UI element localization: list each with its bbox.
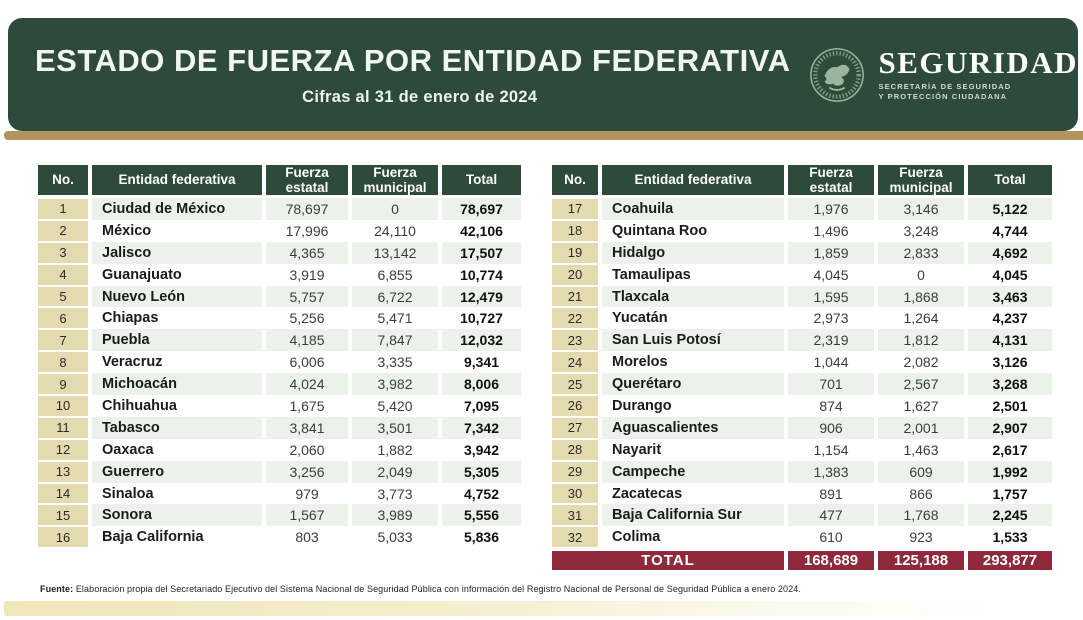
- row-entity-name: Querétaro: [602, 373, 784, 395]
- row-fuerza-municipal: 5,033: [377, 529, 413, 546]
- row-number: 24: [552, 351, 598, 373]
- row-number: 8: [38, 351, 88, 373]
- logo-subtitle: [878, 82, 1078, 102]
- row-total: 3,268: [968, 373, 1052, 395]
- row-total: 7,095: [463, 397, 500, 414]
- row-number: 25: [552, 373, 598, 395]
- row-entity-name: Nuevo León: [92, 286, 262, 308]
- row-entity-name: Quintana Roo: [612, 222, 708, 239]
- row-total: 12,479: [442, 286, 521, 308]
- row-entity-name: Zacatecas: [612, 485, 683, 502]
- row-number: 19: [552, 242, 598, 264]
- row-fuerza-estatal: 3,919: [289, 266, 325, 283]
- row-fuerza-estatal: 3,841: [266, 417, 348, 439]
- row-entity-name: Puebla: [92, 329, 262, 351]
- logo-subtitle-line2: Y PROTECCIÓN CIUDADANA: [878, 92, 1008, 101]
- row-number: 27: [552, 417, 598, 439]
- gold-divider-bar: [4, 131, 1083, 140]
- row-total: 9,341: [463, 354, 500, 371]
- row-fuerza-estatal: 477: [788, 504, 874, 526]
- row-fuerza-estatal: 78,697: [266, 198, 348, 220]
- row-fuerza-municipal: 2,049: [352, 461, 438, 483]
- total-fuerza-estatal: 168,689: [788, 548, 874, 570]
- total-fuerza-municipal: 125,188: [878, 548, 964, 570]
- row-fuerza-municipal: 7,847: [352, 329, 438, 351]
- row-fuerza-estatal: 1,383: [788, 461, 874, 483]
- row-fuerza-estatal: 5,256: [289, 310, 325, 327]
- logo-text-block: [878, 44, 1078, 102]
- row-entity-name: Sonora: [92, 504, 262, 526]
- row-fuerza-municipal: 3,982: [352, 373, 438, 395]
- column-header-fuerza-estatal: Fuerza estatal: [266, 165, 348, 195]
- row-fuerza-municipal: 3,146: [878, 198, 964, 220]
- source-note: [40, 584, 1040, 594]
- row-total: 4,744: [992, 222, 1028, 239]
- bottom-decorative-bar: [4, 601, 1083, 616]
- row-total: 1,757: [992, 485, 1028, 502]
- row-total: 4,131: [968, 329, 1052, 351]
- row-fuerza-municipal: 1,463: [903, 441, 939, 458]
- row-total: 5,122: [968, 198, 1052, 220]
- row-number: 21: [552, 286, 598, 308]
- row-fuerza-estatal: 3,256: [266, 461, 348, 483]
- row-fuerza-municipal: 6,855: [377, 266, 413, 283]
- row-fuerza-municipal: 24,110: [374, 222, 416, 239]
- row-number: 23: [552, 329, 598, 351]
- row-entity-name: Chihuahua: [102, 397, 177, 414]
- row-fuerza-estatal: 1,044: [813, 354, 849, 371]
- row-entity-name: Hidalgo: [602, 242, 784, 264]
- row-fuerza-estatal: 891: [819, 485, 843, 502]
- row-entity-name: Baja California Sur: [602, 504, 784, 526]
- row-entity-name: Tamaulipas: [612, 266, 691, 283]
- row-fuerza-estatal: 874: [819, 397, 843, 414]
- left-table: [38, 165, 521, 548]
- row-fuerza-municipal: 1,882: [377, 441, 413, 458]
- row-number: 5: [38, 286, 88, 308]
- row-number: 3: [38, 242, 88, 264]
- total-label: TOTAL: [552, 548, 784, 570]
- row-entity-name: Colima: [612, 529, 661, 546]
- row-fuerza-estatal: 803: [295, 529, 319, 546]
- row-entity-name: Michoacán: [92, 373, 262, 395]
- row-fuerza-municipal: 3,773: [377, 485, 413, 502]
- row-fuerza-municipal: 2,567: [878, 373, 964, 395]
- row-fuerza-municipal: 3,989: [352, 504, 438, 526]
- row-number: 18: [552, 220, 598, 242]
- row-fuerza-estatal: 2,973: [813, 310, 849, 327]
- page-subtitle: Cifras al 31 de enero de 2024: [302, 87, 538, 106]
- row-fuerza-estatal: 5,757: [266, 286, 348, 308]
- column-header-total: Total: [442, 165, 521, 195]
- row-fuerza-municipal: 1,768: [878, 504, 964, 526]
- row-number: 31: [552, 504, 598, 526]
- row-number: 11: [38, 417, 88, 439]
- column-header-fuerza-municipal: Fuerza municipal: [352, 165, 438, 195]
- row-fuerza-estatal: 2,060: [289, 441, 325, 458]
- row-total: 4,692: [968, 242, 1052, 264]
- row-fuerza-estatal: 1,595: [788, 286, 874, 308]
- row-total: 5,305: [442, 461, 521, 483]
- row-entity-name: Sinaloa: [102, 485, 154, 502]
- row-entity-name: Tabasco: [92, 417, 262, 439]
- column-header-no: No.: [38, 165, 88, 195]
- row-entity-name: Aguascalientes: [602, 417, 784, 439]
- row-fuerza-municipal: 3,501: [352, 417, 438, 439]
- row-fuerza-municipal: 866: [909, 485, 933, 502]
- row-fuerza-municipal: 5,420: [377, 397, 413, 414]
- row-total: 2,907: [968, 417, 1052, 439]
- row-number: 30: [552, 483, 598, 505]
- row-fuerza-estatal: 701: [788, 373, 874, 395]
- row-fuerza-municipal: 2,001: [878, 417, 964, 439]
- row-number: 9: [38, 373, 88, 395]
- row-entity-name: Ciudad de México: [92, 198, 262, 220]
- row-fuerza-municipal: 0: [352, 198, 438, 220]
- row-number: 26: [552, 395, 598, 417]
- row-total: 8,006: [442, 373, 521, 395]
- row-total: 1,992: [968, 461, 1052, 483]
- row-number: 2: [38, 220, 88, 242]
- row-fuerza-estatal: 17,996: [285, 222, 329, 239]
- row-fuerza-municipal: 1,812: [878, 329, 964, 351]
- row-fuerza-municipal: 0: [917, 266, 925, 283]
- row-fuerza-municipal: 3,335: [377, 354, 413, 371]
- row-fuerza-estatal: 1,675: [289, 397, 325, 414]
- row-total: 10,774: [460, 266, 503, 283]
- row-total: 5,836: [463, 529, 500, 546]
- row-fuerza-municipal: 1,868: [878, 286, 964, 308]
- header-title-block: [8, 43, 804, 107]
- government-seal-icon: [808, 46, 866, 104]
- row-fuerza-estatal: 1,567: [266, 504, 348, 526]
- row-fuerza-estatal: 2,319: [788, 329, 874, 351]
- row-total: 3,126: [992, 354, 1028, 371]
- row-total: 42,106: [460, 222, 503, 239]
- row-entity-name: Durango: [612, 397, 672, 414]
- row-fuerza-municipal: 1,627: [903, 397, 939, 414]
- row-total: 2,501: [992, 397, 1028, 414]
- row-entity-name: Baja California: [102, 529, 204, 546]
- row-entity-name: Guanajuato: [102, 266, 182, 283]
- row-entity-name: Tlaxcala: [602, 286, 784, 308]
- row-entity-name: Coahuila: [602, 198, 784, 220]
- row-entity-name: Chiapas: [102, 310, 159, 327]
- row-fuerza-municipal: 13,142: [352, 242, 438, 264]
- row-total: 17,507: [442, 242, 521, 264]
- row-entity-name: Guerrero: [92, 461, 262, 483]
- right-table: [552, 165, 1052, 570]
- row-fuerza-estatal: 979: [295, 485, 319, 502]
- row-number: 1: [38, 198, 88, 220]
- row-number: 4: [38, 264, 88, 286]
- row-number: 28: [552, 439, 598, 461]
- column-header-entidad: Entidad federativa: [92, 165, 262, 195]
- row-entity-name: México: [102, 222, 152, 239]
- column-header-fuerza-estatal: Fuerza estatal: [788, 165, 874, 195]
- row-fuerza-municipal: 1,264: [903, 310, 939, 327]
- row-total: 7,342: [442, 417, 521, 439]
- row-number: 20: [552, 264, 598, 286]
- row-fuerza-estatal: 4,024: [266, 373, 348, 395]
- row-fuerza-estatal: 6,006: [289, 354, 325, 371]
- row-fuerza-estatal: 906: [788, 417, 874, 439]
- row-number: 22: [552, 307, 598, 329]
- row-entity-name: San Luis Potosí: [602, 329, 784, 351]
- row-fuerza-municipal: 609: [878, 461, 964, 483]
- row-number: 13: [38, 461, 88, 483]
- row-number: 6: [38, 307, 88, 329]
- header-banner: [8, 18, 1078, 131]
- column-header-fuerza-municipal: Fuerza municipal: [878, 165, 964, 195]
- source-text: Elaboración propia del Secretariado Ejecutivo del Sistema Nacional de Seguridad Pública con información del Registro Nacional de Personal de Seguridad Pública a enero 2024.: [75, 584, 801, 594]
- row-entity-name: Veracruz: [102, 354, 163, 371]
- row-entity-name: Nayarit: [612, 441, 662, 458]
- row-total: 4,752: [463, 485, 500, 502]
- row-fuerza-estatal: 1,154: [813, 441, 849, 458]
- row-entity-name: Yucatán: [612, 310, 668, 327]
- row-total: 4,237: [992, 310, 1028, 327]
- row-fuerza-municipal: 6,722: [352, 286, 438, 308]
- row-total: 2,245: [968, 504, 1052, 526]
- seguridad-logo: [808, 46, 1078, 104]
- page-title: ESTADO DE FUERZA POR ENTIDAD FEDERATIVA: [35, 42, 791, 78]
- total-grand-total: 293,877: [968, 548, 1052, 570]
- source-label: Fuente:: [40, 584, 74, 594]
- row-fuerza-municipal: 5,471: [377, 310, 413, 327]
- row-total: 3,463: [968, 286, 1052, 308]
- column-header-total: Total: [968, 165, 1052, 195]
- row-total: 3,942: [463, 441, 500, 458]
- row-fuerza-municipal: 3,248: [903, 222, 939, 239]
- row-fuerza-estatal: 1,976: [788, 198, 874, 220]
- row-entity-name: Morelos: [612, 354, 668, 371]
- row-total: 10,727: [460, 310, 503, 327]
- row-number: 16: [38, 526, 88, 548]
- row-total: 5,556: [442, 504, 521, 526]
- row-number: 7: [38, 329, 88, 351]
- row-number: 12: [38, 439, 88, 461]
- row-number: 32: [552, 526, 598, 548]
- row-total: 12,032: [442, 329, 521, 351]
- row-number: 15: [38, 504, 88, 526]
- row-total: 78,697: [442, 198, 521, 220]
- row-number: 14: [38, 483, 88, 505]
- row-number: 29: [552, 461, 598, 483]
- row-fuerza-municipal: 2,833: [878, 242, 964, 264]
- column-header-no: No.: [552, 165, 598, 195]
- row-fuerza-estatal: 4,365: [266, 242, 348, 264]
- row-total: 4,045: [992, 266, 1028, 283]
- row-fuerza-estatal: 1,859: [788, 242, 874, 264]
- row-entity-name: Jalisco: [92, 242, 262, 264]
- row-entity-name: Campeche: [602, 461, 784, 483]
- row-fuerza-municipal: 923: [909, 529, 933, 546]
- row-fuerza-municipal: 2,082: [903, 354, 939, 371]
- row-entity-name: Oaxaca: [102, 441, 154, 458]
- row-total: 2,617: [992, 441, 1028, 458]
- row-total: 1,533: [992, 529, 1028, 546]
- row-number: 10: [38, 395, 88, 417]
- row-fuerza-estatal: 610: [819, 529, 843, 546]
- row-fuerza-estatal: 4,185: [266, 329, 348, 351]
- logo-subtitle-line1: SECRETARÍA DE SEGURIDAD: [878, 81, 1012, 91]
- row-number: 17: [552, 198, 598, 220]
- logo-wordmark: SEGURIDAD: [878, 44, 1078, 80]
- column-header-entidad: Entidad federativa: [602, 165, 784, 195]
- row-fuerza-estatal: 1,496: [813, 222, 849, 239]
- row-fuerza-estatal: 4,045: [813, 266, 849, 283]
